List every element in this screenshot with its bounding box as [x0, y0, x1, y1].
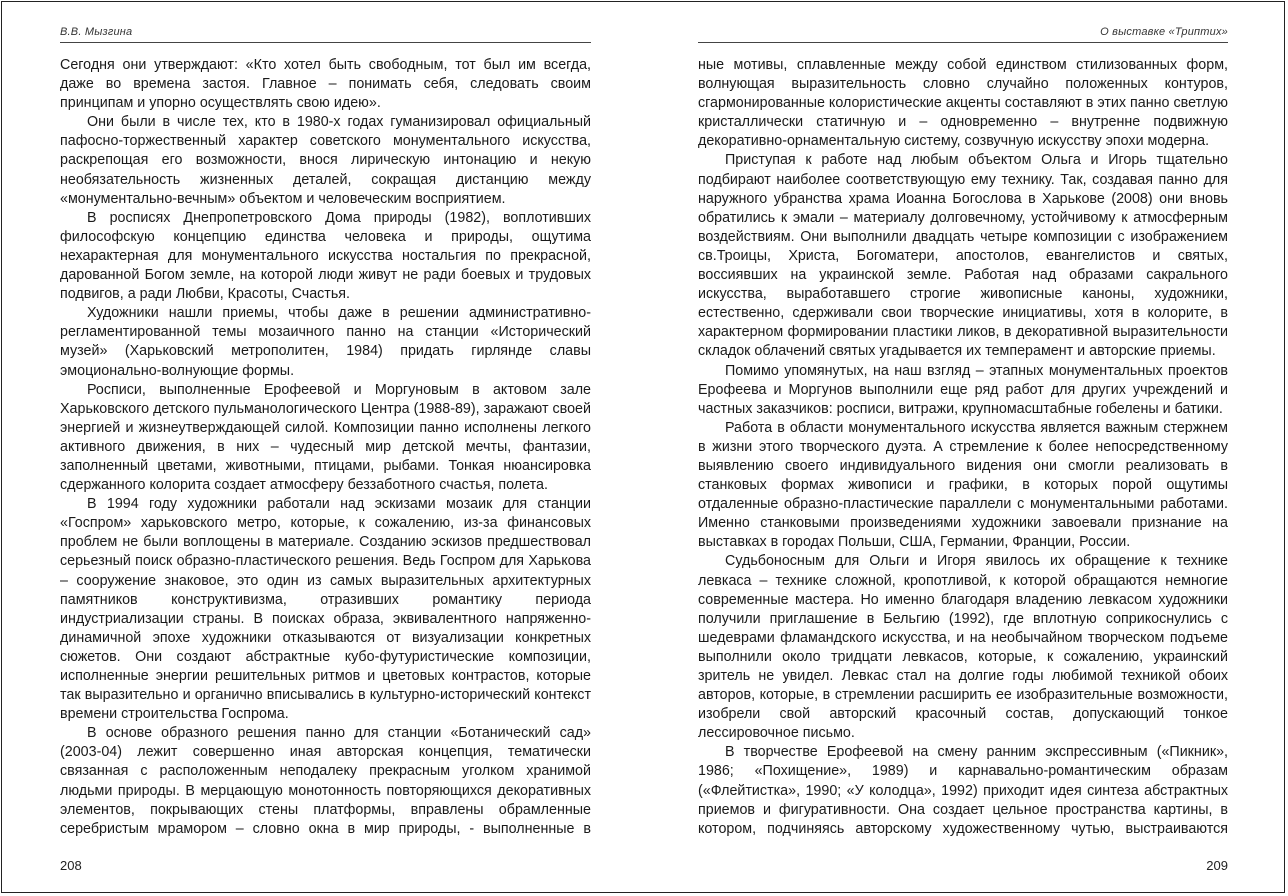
left-header-rule [60, 42, 591, 43]
left-running-head: В.В. Мызгина [60, 26, 133, 38]
right-body-text [698, 56, 1228, 836]
right-paragraph: Приступая к работе над любым объектом Ольга и Игорь тщательно подбирают наиболее соответствующую ему технику. Так, создавая панно для наружного убранства храма Иоанна Богослова в Харькове (2008) они вновь обратились к эмали – материалу долговечному, устойчивому к атмосферным воздействиям. Они выполнили двадцать четыре композиции с изображением св.Троицы, Христа, Богоматери, апостолов, евангелистов и святых, воссиявших на украинской земле. Работая над образами сакрального искусства, выработавшего строгие живописные каноны, художники, естественно, сдерживали свои творческие инициативы, хотя в колорите, в характерном формировании пластики ликов, в декоративной выразительности складок облачений святых угадывается их темперамент и авторские приемы. [698, 152, 1228, 360]
right-page [698, 0, 1228, 896]
right-paragraph: Работа в области монументального искусства является важным стержнем в жизни этого творческого дуэта. А стремление к более непосредственному выявлению своего индивидуального видения они смогли реализовать в станковых формах живописи и графики, в которых порой ощутимы отдаленные образно-пластические параллели с монументальными работами. Именно станковыми произведениями художники завоевали признание на выставках в городах Польши, США, Германии, Франции, России. [698, 419, 1228, 551]
left-paragraph: В основе образного решения панно для станции «Ботанический сад» (2003-04) лежит совершенно иная авторская концепция, тематически связанная с расположенным неподалеку прекрасным уголком хранимой людьми природы. В мерцающую монотонность повторяющихся декоративных элементов, покрывающих стены платформы, вправлены обрамленные серебристым мрамором – словно окна в мир природы, - выполненные в [60, 725, 591, 836]
left-body-text [60, 56, 591, 836]
left-paragraph: Они были в числе тех, кто в 1980-х годах гуманизировал официальный пафосно-торжественный характер советского монументального искусства, раскрепощая его возможности, внося лирическую интонацию и некую необязательность жизненных деталей, сокращая дистанцию между «монументально-вечным» объектом и человеческим восприятием. [60, 114, 591, 207]
left-page-number: 208 [60, 858, 82, 873]
left-paragraph: В 1994 году художники работали над эскизами мозаик для станции «Госпром» харьковского метро, которые, к сожалению, из-за финансовых проблем не были воплощены в материале. Созданию эскизов предшествовал серьезный поиск образно-пластического решения. Ведь Госпром для Харькова – сооружение знаковое, это один из самых выразительных архитектурных памятников конструктивизма, отразивших романтику периода индустриализации страны. В поисках образа, эквивалентного напряженно-динамичной эпохе художники отказываются от визуализации конкретных сюжетов. Они создают абстрактные кубо-футуристические композиции, исполненные энергии решительных ритмов и цветовых контрастов, которые так выразительно и органично вписывались в культурно-исторический контекст времени строительства Госпрома. [60, 496, 591, 723]
right-page-number: 209 [1206, 858, 1228, 873]
left-paragraph: В росписях Днепропетровского Дома природы (1982), воплотивших философскую концепцию единства человека и природы, ощутима нехарактерная для монументального искусства ностальгия по прекрасной, дарованной Богом земле, на которой люди живут не ради боевых и трудовых подвигов, а ради Любви, Красоты, Счастья. [60, 209, 591, 303]
right-header-rule [698, 42, 1228, 43]
left-paragraph: Сегодня они утверждают: «Кто хотел быть свободным, тот был им всегда, даже во времена застоя. Главное – понимать себя, следовать своим принципам и упорно осуществлять свою идею». [60, 57, 591, 112]
left-page [60, 0, 591, 896]
right-running-head: О выставке «Триптих» [1100, 26, 1228, 38]
left-paragraph: Росписи, выполненные Ерофеевой и Моргуновым в актовом зале Харьковского детского пульманологического Центра (1988-89), заражают своей энергией и жизнеутверждающей силой. Композиции панно исполнены легкого активного движения, в них – чудесный мир детской мечты, фантазии, заполненный цветами, животными, птицами, рыбами. Тонкая нюансировка сдержанного колорита создает атмосферу беззаботного счастья, полета. [60, 381, 591, 494]
right-paragraph: В творчестве Ерофеевой на смену ранним экспрессивным («Пикник», 1986; «Похищение», 1989) и карнавально-романтическим образам («Флейтистка», 1990; «У колодца», 1992) приходит идея синтеза абстрактных приемов и фигуративности. Она создает цельное пространства картины, в котором, подчиняясь авторскому художественному чутью, выстраиваются [698, 744, 1228, 836]
right-paragraph: Судьбоносным для Ольги и Игоря явилось их обращение к технике левкаса – технике сложной, кропотливой, к которой обращаются немногие современные мастера. Но именно благодаря владению левкасом художники получили приглашение в Бельгию (1992), где вплотную соприкоснулись с шедеврами фламандского искусства, и на необычайном творческом подъеме выполнили около тридцати левкасов, которые, к сожалению, украинский зритель не увидел. Левкас стал на долгие годы любимой техникой обоих авторов, которые, в стремлении расширить ее изобразительные возможности, изобрели свой авторский красочный состав, допускающий тонкое лессировочное письмо. [698, 553, 1228, 742]
left-paragraph: Художники нашли приемы, чтобы даже в решении административно-регламентированной темы мозаичного панно на станции «Исторический музей» (Харьковский метрополитен, 1984) придать гирлянде славы эмоционально-волнующие формы. [60, 305, 591, 379]
right-paragraph: ные мотивы, сплавленные между собой единством стилизованных форм, волнующая выразительность словно случайно положенных контуров, сгармонированные колористические акценты составляют в этих панно светлую кристаллически статичную и – одновременно – внутренне подвижную декоративно-орнаментальную систему, созвучную искусству эпохи модерна. [698, 57, 1228, 150]
right-paragraph: Помимо упомянутых, на наш взгляд – этапных монументальных проектов Ерофеева и Моргунов выполнили еще ряд работ для других учреждений и частных заказчиков: росписи, витражи, крупномасштабные гобелены и батики. [698, 362, 1228, 417]
